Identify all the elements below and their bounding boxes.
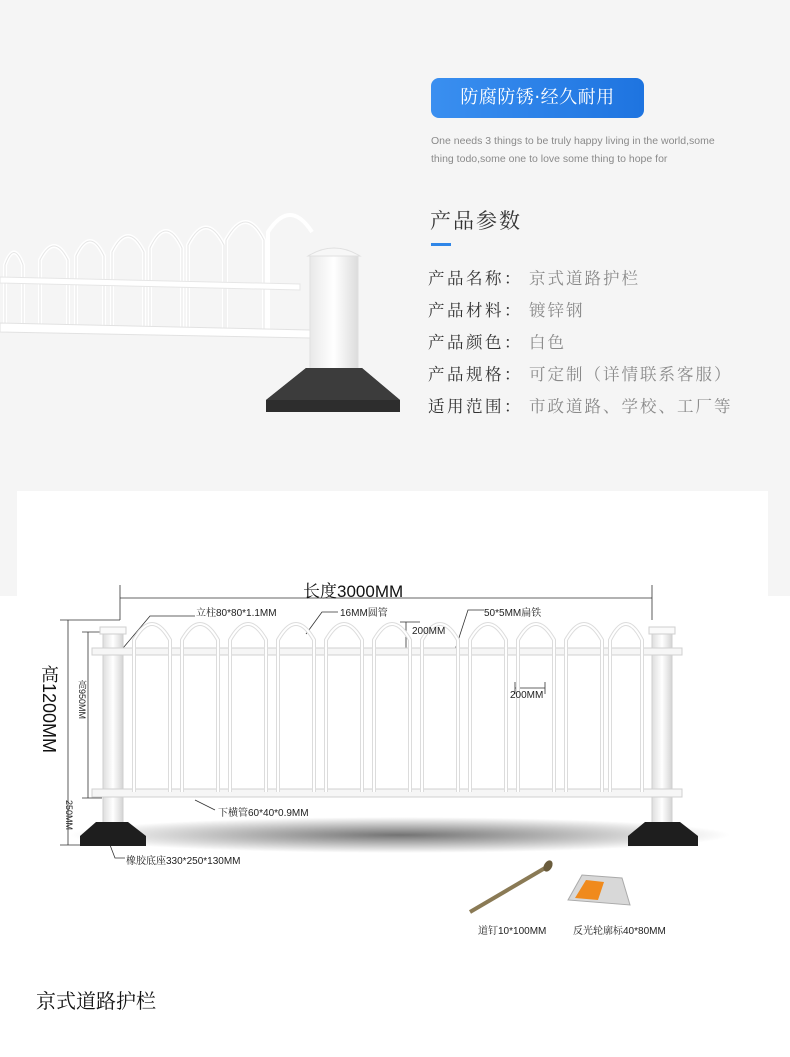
round-tube-label: 16MM圆管 — [340, 608, 388, 619]
bottom-gap-label: 250MM — [64, 800, 74, 831]
param-label: 产品颜色： — [428, 333, 523, 352]
nail-icon — [470, 859, 554, 912]
footer-title: 京式道路护栏 — [36, 989, 156, 1013]
param-value: 可定制（详情联系客服） — [529, 365, 733, 384]
param-row — [428, 360, 768, 392]
bottom-rail-label: 下横管60*40*0.9MM — [218, 808, 309, 819]
feature-badge: 防腐防锈·经久耐用 — [431, 78, 644, 118]
slogan-text — [431, 132, 751, 168]
nail-label: 道钉10*100MM — [478, 926, 547, 937]
fence-technical-diagram — [0, 575, 790, 935]
rubber-base-label: 橡胶底座330*250*130MM — [126, 856, 241, 867]
param-label: 适用范围： — [428, 397, 523, 416]
param-label: 产品规格： — [428, 365, 523, 384]
title-underline — [431, 243, 451, 246]
reflector-label: 反光轮廓标40*80MM — [573, 926, 666, 937]
param-value: 市政道路、学校、工厂等 — [529, 397, 733, 416]
param-row — [428, 264, 768, 296]
param-row — [428, 296, 768, 328]
param-label: 产品名称： — [428, 269, 523, 288]
slogan-line-1: One needs 3 things to be truly happy living in the world,some — [431, 135, 715, 147]
params-title: 产品参数 — [430, 209, 522, 233]
param-label: 产品材料： — [428, 301, 523, 320]
spacing-horizontal-label: 200MM — [510, 690, 544, 701]
params-list — [428, 264, 768, 424]
spacing-vertical-label: 200MM — [412, 626, 446, 637]
param-row — [428, 328, 768, 360]
fence-product-image — [0, 210, 410, 420]
slogan-line-2: thing todo,some one to love some thing to hope for — [431, 153, 668, 165]
param-value: 京式道路护栏 — [529, 269, 640, 288]
param-value: 白色 — [529, 333, 566, 352]
reflector-icon — [568, 875, 630, 905]
post-label: 立柱80*80*1.1MM — [196, 608, 277, 619]
flat-iron-label: 50*5MM扁铁 — [484, 608, 542, 619]
inner-height-label: 高950MM — [77, 680, 87, 720]
param-row — [428, 392, 768, 424]
length-dimension: 长度3000MM — [303, 582, 404, 601]
param-value: 镀锌钢 — [529, 301, 585, 320]
height-dimension: 高1200MM — [39, 665, 59, 754]
